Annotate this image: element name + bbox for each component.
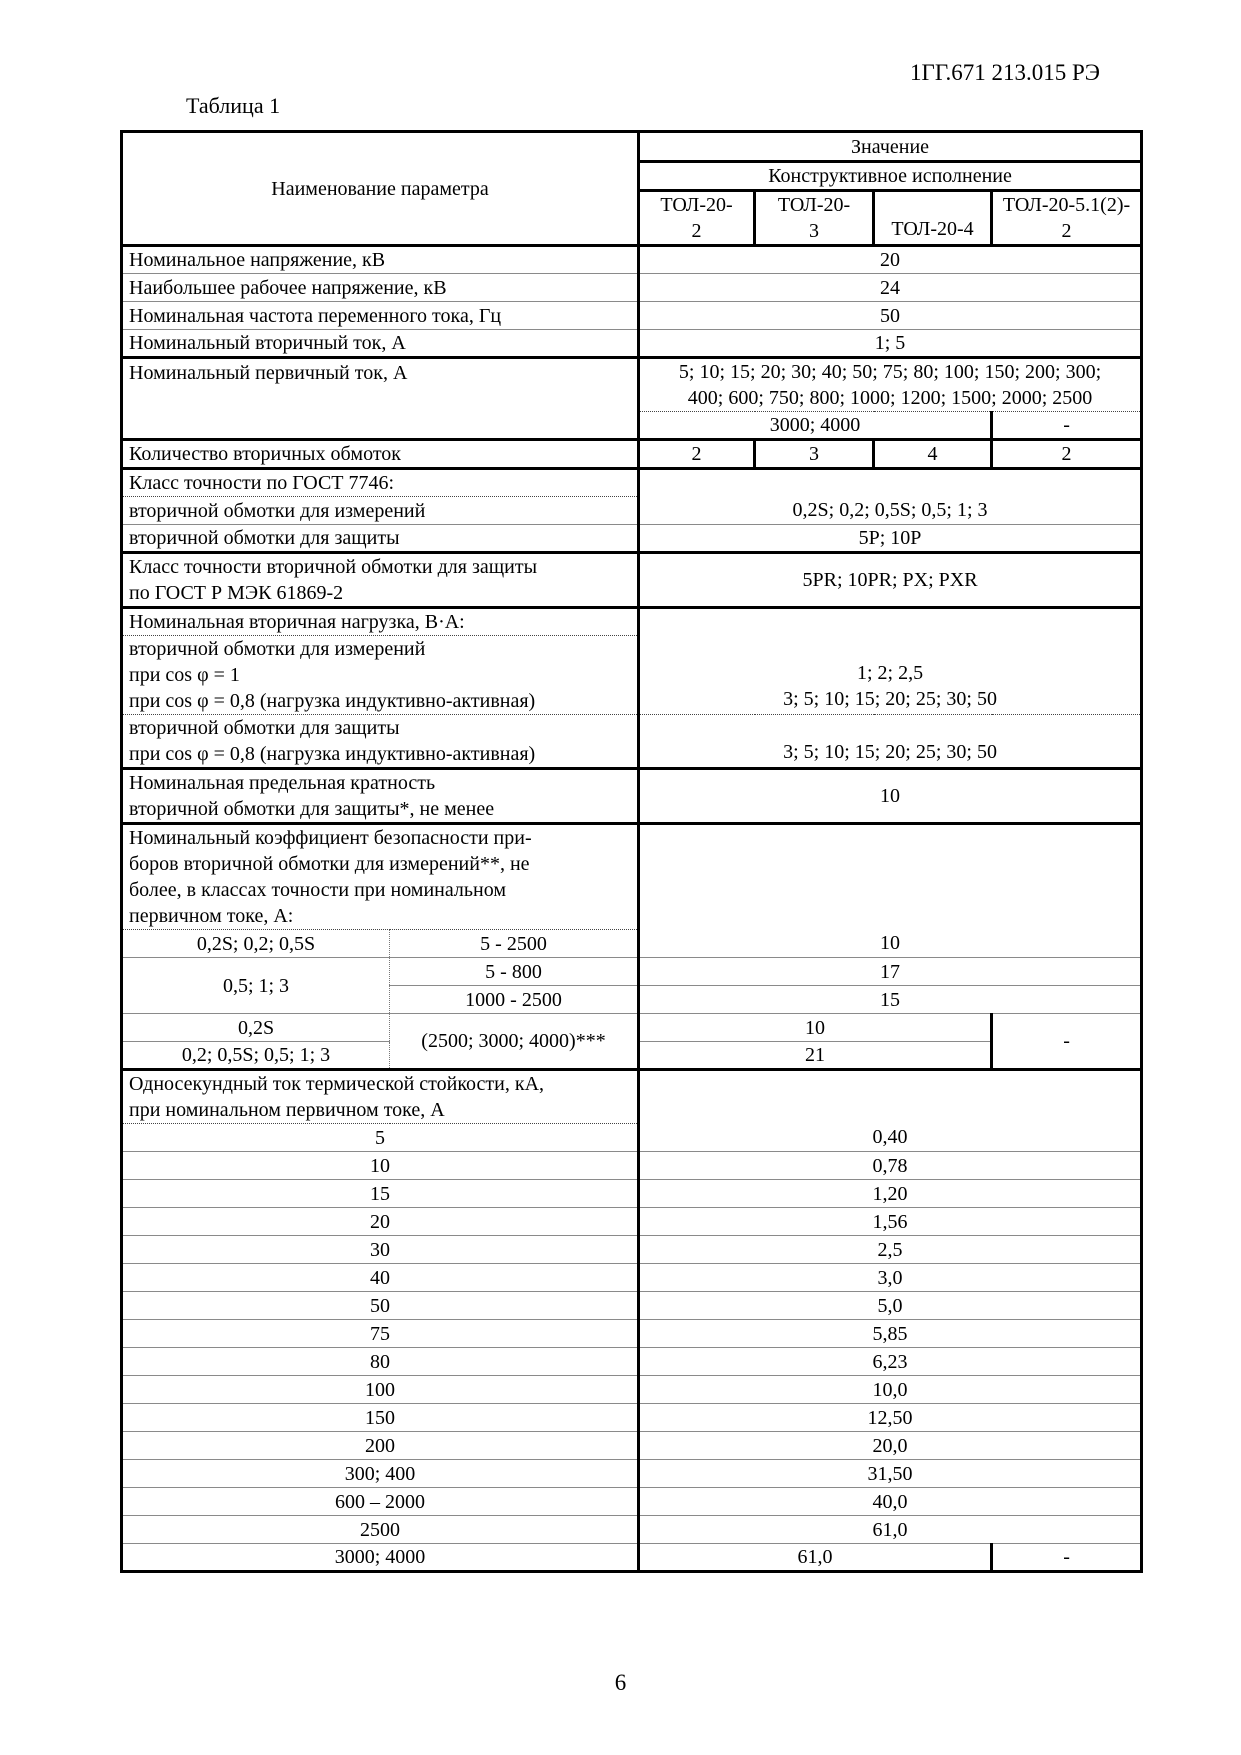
param-nominal-voltage: Номинальное напряжение, кВ [122, 246, 639, 274]
row-thermal-9 [122, 1376, 1142, 1404]
row-secondary-current [122, 330, 1142, 358]
safety-class-4: 0,2S [122, 1014, 390, 1042]
safety-value-4: 10 [639, 1014, 992, 1042]
thermal-value-3: 1,56 [639, 1208, 1142, 1236]
param-accuracy-measuring: вторичной обмотки для измерений [122, 497, 639, 525]
value-limit-factor: 10 [639, 769, 1142, 824]
model-name-line: ТОЛ-20- [777, 194, 851, 216]
safety-value-dash: - [992, 1014, 1142, 1070]
row-safety-factor-2 [122, 958, 1142, 986]
accuracy-iec-line1: Класс точности вторичной обмотки для защиты [129, 556, 538, 578]
row-primary-current [122, 358, 1142, 412]
header-model-tol-20-2 [639, 191, 755, 246]
value-burden-head-empty [639, 608, 1142, 636]
row-thermal-7 [122, 1320, 1142, 1348]
safety-factor-head-line3: более, в классах точности при номинальном [129, 879, 507, 901]
model-name-line: ТОЛ-20- [660, 194, 733, 216]
header-param-cell: Наименование параметра [271, 177, 489, 200]
row-thermal-6 [122, 1292, 1142, 1320]
burden-measuring-line3: при cos φ = 0,8 (нагрузка индуктивно-активная) [129, 690, 536, 712]
model-name-line: ТОЛ-20-4 [891, 218, 974, 240]
row-thermal-12 [122, 1460, 1142, 1488]
thermal-value-6: 5,0 [639, 1292, 1142, 1320]
thermal-head-line1: Односекундный ток термической стойкости, кА, [129, 1073, 545, 1095]
model-name-line: ТОЛ-20-5.1(2)- [1002, 194, 1131, 216]
model-name-line: 2 [691, 220, 702, 242]
value-primary-current-3000-4000: 3000; 4000 [639, 412, 992, 440]
row-thermal-11 [122, 1432, 1142, 1460]
row-thermal-last [122, 1544, 1142, 1572]
limit-factor-line1: Номинальная предельная кратность [129, 772, 436, 794]
thermal-value-4: 2,5 [639, 1236, 1142, 1264]
safety-class-1: 0,2S; 0,2; 0,5S [122, 930, 390, 958]
thermal-value-9: 10,0 [639, 1376, 1142, 1404]
safety-range-4-5: (2500; 3000; 4000)*** [390, 1014, 639, 1070]
model-name-line: 3 [809, 220, 820, 242]
row-limit-factor [122, 769, 1142, 824]
param-accuracy-iec [122, 553, 639, 608]
safety-value-1: 10 [639, 930, 1142, 958]
row-nominal-voltage [122, 246, 1142, 274]
header-model-tol-20-5 [992, 191, 1142, 246]
row-thermal-3 [122, 1208, 1142, 1236]
model-name-line: 2 [1061, 220, 1072, 242]
value-windings-tol-20-3: 3 [755, 440, 874, 469]
param-winding-count: Количество вторичных обмоток [122, 440, 639, 469]
thermal-current-7: 75 [122, 1320, 639, 1348]
thermal-value-11: 20,0 [639, 1432, 1142, 1460]
value-burden-protection: 3; 5; 10; 15; 20; 25; 30; 50 [639, 715, 1142, 769]
header-design-group-cell: Конструктивное исполнение [639, 162, 1142, 191]
value-primary-current-dash: - [992, 412, 1142, 440]
row-frequency [122, 302, 1142, 330]
value-safety-factor-head-empty [639, 824, 1142, 930]
row-safety-factor-1 [122, 930, 1142, 958]
row-accuracy-protection [122, 525, 1142, 553]
thermal-current-13: 600 – 2000 [122, 1488, 639, 1516]
thermal-current-10: 150 [122, 1404, 639, 1432]
value-accuracy-protection: 5P; 10P [639, 525, 1142, 553]
param-frequency: Номинальная частота переменного тока, Гц [122, 302, 639, 330]
value-accuracy-head-empty [639, 469, 1142, 497]
safety-factor-head-line4: первичном токе, А: [129, 905, 294, 927]
row-burden-head [122, 608, 1142, 636]
thermal-current-11: 200 [122, 1432, 639, 1460]
param-burden-head: Номинальная вторичная нагрузка, В·А: [122, 608, 639, 636]
burden-measuring-line2: при cos φ = 1 [129, 664, 240, 686]
row-winding-count [122, 440, 1142, 469]
row-thermal-10 [122, 1404, 1142, 1432]
safety-range-1: 5 - 2500 [390, 930, 639, 958]
page-number: 6 [614, 1670, 627, 1695]
thermal-current-9: 100 [122, 1376, 639, 1404]
burden-protection-line1: вторичной обмотки для защиты [129, 717, 400, 739]
value-windings-tol-20-4: 4 [874, 440, 992, 469]
thermal-value-0: 0,40 [639, 1124, 1142, 1152]
thermal-current-2: 15 [122, 1180, 639, 1208]
thermal-value-13: 40,0 [639, 1488, 1142, 1516]
table-caption: Таблица 1 [186, 93, 281, 118]
param-accuracy-protection: вторичной обмотки для защиты [122, 525, 639, 553]
doc-code: 1ГГ.671 213.015 РЭ [910, 60, 1100, 85]
header-row-value [122, 132, 1142, 162]
thermal-current-14: 2500 [122, 1516, 639, 1544]
param-secondary-current: Номинальный вторичный ток, А [122, 330, 639, 358]
thermal-current-3: 20 [122, 1208, 639, 1236]
row-accuracy-head [122, 469, 1142, 497]
value-nominal-voltage: 20 [639, 246, 1142, 274]
thermal-current-12: 300; 400 [122, 1460, 639, 1488]
value-frequency: 50 [639, 302, 1142, 330]
row-accuracy-measuring [122, 497, 1142, 525]
value-secondary-current: 1; 5 [639, 330, 1142, 358]
thermal-current-1: 10 [122, 1152, 639, 1180]
primary-current-line2: 400; 600; 750; 800; 1000; 1200; 1500; 2000; 2500 [687, 387, 1093, 409]
row-thermal-4 [122, 1236, 1142, 1264]
thermal-value-7: 5,85 [639, 1320, 1142, 1348]
thermal-value-2: 1,20 [639, 1180, 1142, 1208]
header-model-tol-20-4 [874, 191, 992, 246]
safety-value-5: 21 [639, 1042, 992, 1070]
row-thermal-0 [122, 1124, 1142, 1152]
safety-factor-head-line2: боров вторичной обмотки для измерений**, не [129, 853, 530, 875]
safety-class-2: 0,5; 1; 3 [122, 958, 390, 1014]
accuracy-iec-line2: по ГОСТ Р МЭК 61869-2 [129, 582, 344, 604]
row-safety-factor-head [122, 824, 1142, 930]
parameters-table [120, 130, 1143, 1573]
row-thermal-5 [122, 1264, 1142, 1292]
value-windings-tol-20-2: 2 [639, 440, 755, 469]
param-thermal-head [122, 1070, 639, 1124]
row-thermal-1 [122, 1152, 1142, 1180]
value-thermal-head-empty [639, 1070, 1142, 1124]
burden-measuring-value2: 3; 5; 10; 15; 20; 25; 30; 50 [783, 688, 997, 710]
thermal-current-8: 80 [122, 1348, 639, 1376]
thermal-head-line2: при номинальном первичном токе, А [129, 1099, 445, 1121]
thermal-current-5: 40 [122, 1264, 639, 1292]
safety-factor-head-line1: Номинальный коэффициент безопасности при- [129, 827, 532, 849]
value-accuracy-iec: 5PR; 10PR; PX; PXR [639, 553, 1142, 608]
row-safety-factor-4 [122, 1014, 1142, 1042]
thermal-value-8: 6,23 [639, 1348, 1142, 1376]
param-accuracy-head: Класс точности по ГОСТ 7746: [122, 469, 639, 497]
thermal-value-1: 0,78 [639, 1152, 1142, 1180]
row-thermal-13 [122, 1488, 1142, 1516]
row-burden-protection [122, 715, 1142, 769]
row-thermal-head [122, 1070, 1142, 1124]
safety-range-2: 5 - 800 [390, 958, 639, 986]
thermal-current-last: 3000; 4000 [122, 1544, 639, 1572]
param-burden-measuring [122, 636, 639, 715]
safety-value-3: 15 [639, 986, 1142, 1014]
param-primary-current: Номинальный первичный ток, А [122, 358, 639, 440]
primary-current-line1: 5; 10; 15; 20; 30; 40; 50; 75; 80; 100; 150; 200; 300; [678, 361, 1102, 383]
limit-factor-line2: вторичной обмотки для защиты*, не менее [129, 798, 495, 820]
value-burden-measuring [639, 636, 1142, 715]
param-max-voltage: Наибольшее рабочее напряжение, кВ [122, 274, 639, 302]
thermal-value-last: 61,0 [639, 1544, 992, 1572]
thermal-current-0: 5 [122, 1124, 639, 1152]
burden-measuring-value1: 1; 2; 2,5 [856, 662, 924, 684]
safety-value-2: 17 [639, 958, 1142, 986]
burden-measuring-line1: вторичной обмотки для измерений [129, 638, 426, 660]
row-burden-measuring [122, 636, 1142, 715]
row-accuracy-iec [122, 553, 1142, 608]
thermal-current-6: 50 [122, 1292, 639, 1320]
thermal-value-last-dash: - [992, 1544, 1142, 1572]
header-model-tol-20-3 [755, 191, 874, 246]
burden-protection-line2: при cos φ = 0,8 (нагрузка индуктивно-активная) [129, 743, 536, 765]
thermal-value-10: 12,50 [639, 1404, 1142, 1432]
value-primary-current [639, 358, 1142, 412]
value-max-voltage: 24 [639, 274, 1142, 302]
thermal-current-4: 30 [122, 1236, 639, 1264]
safety-class-5: 0,2; 0,5S; 0,5; 1; 3 [122, 1042, 390, 1070]
header-value-group-cell: Значение [639, 132, 1142, 162]
value-accuracy-measuring: 0,2S; 0,2; 0,5S; 0,5; 1; 3 [639, 497, 1142, 525]
row-max-voltage [122, 274, 1142, 302]
safety-range-3: 1000 - 2500 [390, 986, 639, 1014]
row-thermal-14 [122, 1516, 1142, 1544]
param-burden-protection [122, 715, 639, 769]
row-thermal-2 [122, 1180, 1142, 1208]
value-windings-tol-20-5: 2 [992, 440, 1142, 469]
param-limit-factor [122, 769, 639, 824]
param-safety-factor-head [122, 824, 639, 930]
thermal-value-5: 3,0 [639, 1264, 1142, 1292]
thermal-value-14: 61,0 [639, 1516, 1142, 1544]
thermal-value-12: 31,50 [639, 1460, 1142, 1488]
row-thermal-8 [122, 1348, 1142, 1376]
